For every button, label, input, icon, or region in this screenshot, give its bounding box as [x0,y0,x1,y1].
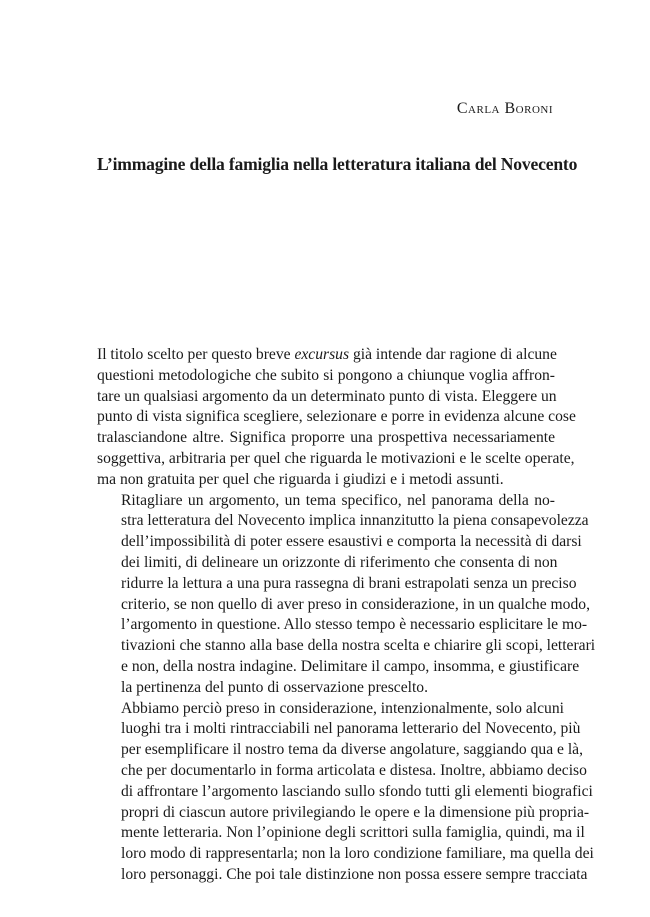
text-line: l’argomento in questione. Allo stesso tempo è necessario esplicitare le mo- [121,616,588,634]
italic-term: excursus [294,346,350,363]
text-segment: Il titolo scelto per questo breve [97,346,295,363]
text-line: tivazioni che stanno alla base della nostra scelta e chiarire gli scopi, letterari [121,637,596,655]
text-line: che per documentarlo in forma articolata e distesa. Inoltre, abbiamo deciso [121,761,587,779]
text-line: stra letteratura del Novecento implica innanzitutto la piena consapevolezza [121,512,589,530]
text-line: la pertinenza del punto di osservazione prescelto. [121,678,428,696]
paragraph-1 [97,345,576,491]
text-line: loro personaggi. Che poi tale distinzione non possa essere sempre tracciata [121,865,588,883]
paragraph-3 [97,699,594,886]
text-line: criterio, se non quello di aver preso in considerazione, in un qualche modo, [121,595,590,613]
text-line [97,345,555,366]
text-line: mente letteraria. Non l’opinione degli scrittori sulla famiglia, quindi, ma il [121,824,585,842]
text-line: soggettiva, arbitraria per quel che riguarda le motivazioni e le scelte operate, [97,449,575,467]
paragraph-2 [97,491,596,699]
text-line: loro modo di rappresentarla; non la loro condizione familiare, ma quella dei [121,845,594,863]
text-line: propri di ciascun autore privilegiando le opere e la dimensione più propria- [121,803,590,821]
running-author: Carla Boroni [456,100,553,117]
text-line: questioni metodologiche che subito si pongono a chiunque voglia affron- [97,366,555,384]
text-line: punto di vista significa scegliere, selezionare e porre in evidenza alcune cose [97,408,576,426]
text-line: ma non gratuita per quel che riguarda i giudizi e i metodi assunti. [97,470,504,488]
text-line: e non, della nostra indagine. Delimitare il campo, insomma, e giustificare [121,657,580,675]
chapter-title: L’immagine della famiglia nella letteratura italiana del Novecento [97,154,578,174]
text-line: tralasciandone altre. Significa proporre una prospettiva necessariamente [97,429,555,447]
text-line: dei limiti, di delineare un orizzonte di riferimento che consenta di non [121,553,558,571]
text-line: dell’impossibilità di poter essere esaustivi e comporta la necessità di darsi [121,533,582,551]
text-segment: già intende dar ragione di alcune [349,346,557,363]
body-text [97,345,596,886]
text-line: luoghi tra i molti rintracciabili nel panorama letterario del Novecento, più [121,720,581,738]
text-line: tare un qualsiasi argomento da un determinato punto di vista. Eleggere un [97,387,557,405]
text-line: Ritagliare un argomento, un tema specifico, nel panorama della no- [121,491,555,509]
text-line: di affrontare l’argomento lasciando sullo sfondo tutti gli elementi biografici [121,782,593,800]
text-line: ridurre la lettura a una pura rassegna di brani estrapolati senza un preciso [121,574,577,592]
text-line: per esemplificare il nostro tema da diverse angolature, saggiando qua e là, [121,741,584,759]
text-line: Abbiamo perciò preso in considerazione, intenzionalmente, solo alcuni [121,699,564,717]
